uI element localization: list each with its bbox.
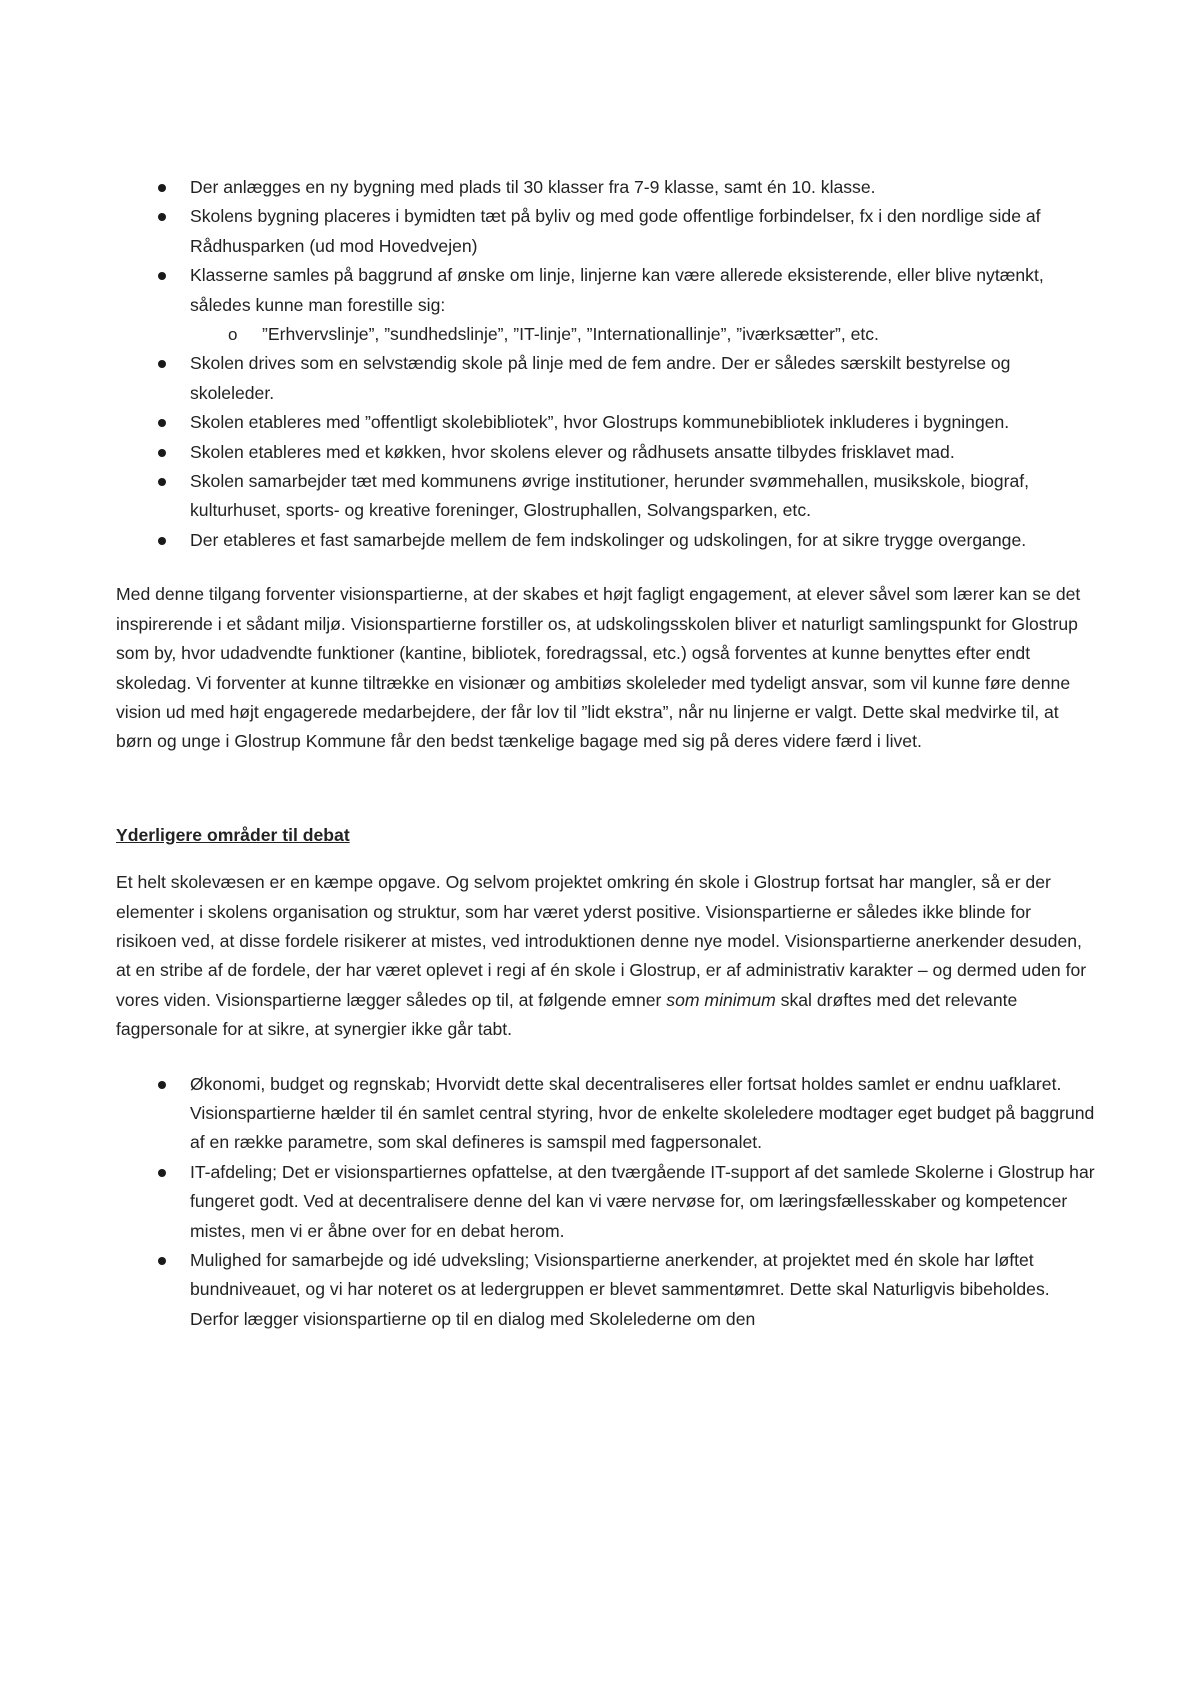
bullet-icon (158, 419, 166, 427)
list-item (116, 202, 1096, 261)
sub-list (190, 320, 1096, 349)
bullet-text: Skolen etableres med ”offentligt skolebibliotek”, hvor Glostrups kommunebibliotek inkluderes i bygningen. (190, 412, 1010, 433)
sub-bullet-text: ”Erhvervslinje”, ”sundhedslinje”, ”IT-linje”, ”Internationallinje”, ”iværksætter”, etc. (262, 324, 879, 345)
sub-list-item (116, 320, 1096, 349)
list-item (116, 467, 1096, 526)
bullet-text: Mulighed for samarbejde og idé udveksling; Visionspartierne anerkender, at projektet med én skole har løftet bundniveauet, og vi har noteret os at ledergruppen er blevet sammentømret. Dette skal Naturligvis bibeholdes. Derfor lægger visionspartierne op til en dialog med Skolelederne om den (190, 1250, 1050, 1329)
bullet-icon (158, 537, 166, 545)
bullet-text: Økonomi, budget og regnskab; Hvorvidt dette skal decentraliseres eller fortsat holdes samlet er endnu uafklaret. Visionspartierne hælder til én samlet central styring, hvor de enkelte skoleledere modtager eget budget på baggrund af en række parametre, som skal defineres is samspil med fagpersonalet. (190, 1073, 1095, 1153)
list-item (116, 349, 1096, 408)
list-item (116, 438, 1096, 467)
bullet-text: Der etableres et fast samarbejde mellem de fem indskolinger og udskolingen, for at sikre trygge overgange. (190, 529, 1027, 550)
paragraph-text: Et helt skolevæsen er en kæmpe opgave. Og selvom projektet omkring én skole i Glostrup fortsat har mangler, så er der elementer i skolens organisation og struktur, som har været yderst positive. Visionspartierne er således ikke blinde for risikoen ved, at disse fordele risikerer at mistes, ved introduktionen denne nye model. Visionspartierne anerkender desuden, at en stribe af de fordele, der har været oplevet i regi af én skole i Glostrup, er af administrativ karakter – og dermed uden for vores viden. Visionspartierne lægger således op til, at følgende emner (116, 872, 1087, 1010)
list-item (116, 1246, 1096, 1334)
bullet-icon (158, 184, 166, 192)
bullet-icon (158, 478, 166, 486)
list-item (116, 408, 1096, 437)
bullet-icon (158, 272, 166, 280)
bullet-icon (158, 449, 166, 457)
bullet-text: Skolen samarbejder tæt med kommunens øvrige institutioner, herunder svømmehallen, musikskole, biograf, kulturhuset, sports- og kreative foreninger, Glostruphallen, Solvangsparken, etc. (190, 471, 1030, 521)
emphasis-text: som minimum (666, 989, 776, 1010)
page-content (116, 173, 1096, 1334)
bullet-icon (158, 213, 166, 221)
circle-bullet-icon: o (228, 325, 238, 345)
bottom-bullet-list (116, 1070, 1096, 1335)
bullet-text: Skolen etableres med et køkken, hvor skolens elever og rådhusets ansatte tilbydes frisklavet mad. (190, 441, 955, 462)
bullet-icon (158, 1257, 166, 1265)
list-item (116, 1070, 1096, 1158)
list-item (116, 526, 1096, 555)
list-item (116, 173, 1096, 202)
body-paragraph-2 (116, 868, 1096, 1044)
bullet-text: Der anlægges en ny bygning med plads til 30 klasser fra 7-9 klasse, samt én 10. klasse. (190, 177, 876, 197)
bullet-text: Skolen drives som en selvstændig skole på linje med de fem andre. Der er således særskilt bestyrelse og skoleleder. (190, 353, 1011, 403)
bullet-icon (158, 1169, 166, 1177)
bullet-text: Klasserne samles på baggrund af ønske om linje, linjerne kan være allerede eksisterende, eller blive nytænkt, således kunne man forestille sig: (190, 265, 1044, 315)
section-heading: Yderligere områder til debat (116, 824, 350, 845)
list-item (116, 261, 1096, 349)
paragraph-text: skal drøftes med det relevante fagpersonale for at sikre, at synergier ikke går tabt. (116, 989, 1018, 1040)
bullet-text: Skolens bygning placeres i bymidten tæt på byliv og med gode offentlige forbindelser, fx i den nordlige side af Rådhusparken (ud mod Hovedvejen) (190, 206, 1041, 256)
bullet-icon (158, 1081, 166, 1089)
body-paragraph: Med denne tilgang forventer visionspartierne, at der skabes et højt fagligt engagement, at elever såvel som lærer kan se det inspirerende i et sådant miljø. Visionspartierne forstiller os, at udskolingsskolen bliver et naturligt samlingspunkt for Glostrup som by, hvor udadvendte funktioner (kantine, bibliotek, foredragssal, etc.) også forventes at kunne benyttes efter endt skoledag. Vi forventer at kunne tiltrække en visionær og ambitiøs skoleleder med tydeligt ansvar, som vil kunne føre denne vision ud med højt engagerede medarbejdere, der får lov til ”lidt ekstra”, når nu linjerne er valgt. Dette skal medvirke til, at børn og unge i Glostrup Kommune får den bedst tænkelige bagage med sig på deres videre færd i livet. (116, 584, 1081, 752)
bullet-icon (158, 360, 166, 368)
bullet-text: IT-afdeling; Det er visionspartiernes opfattelse, at den tværgående IT-support af det samlede Skolerne i Glostrup har fungeret godt. Ved at decentralisere denne del kan vi være nervøse for, om læringsfællesskaber og kompetencer mistes, men vi er åbne over for en debat herom. (190, 1161, 1095, 1241)
list-item (116, 1158, 1096, 1246)
top-bullet-list (116, 173, 1096, 555)
